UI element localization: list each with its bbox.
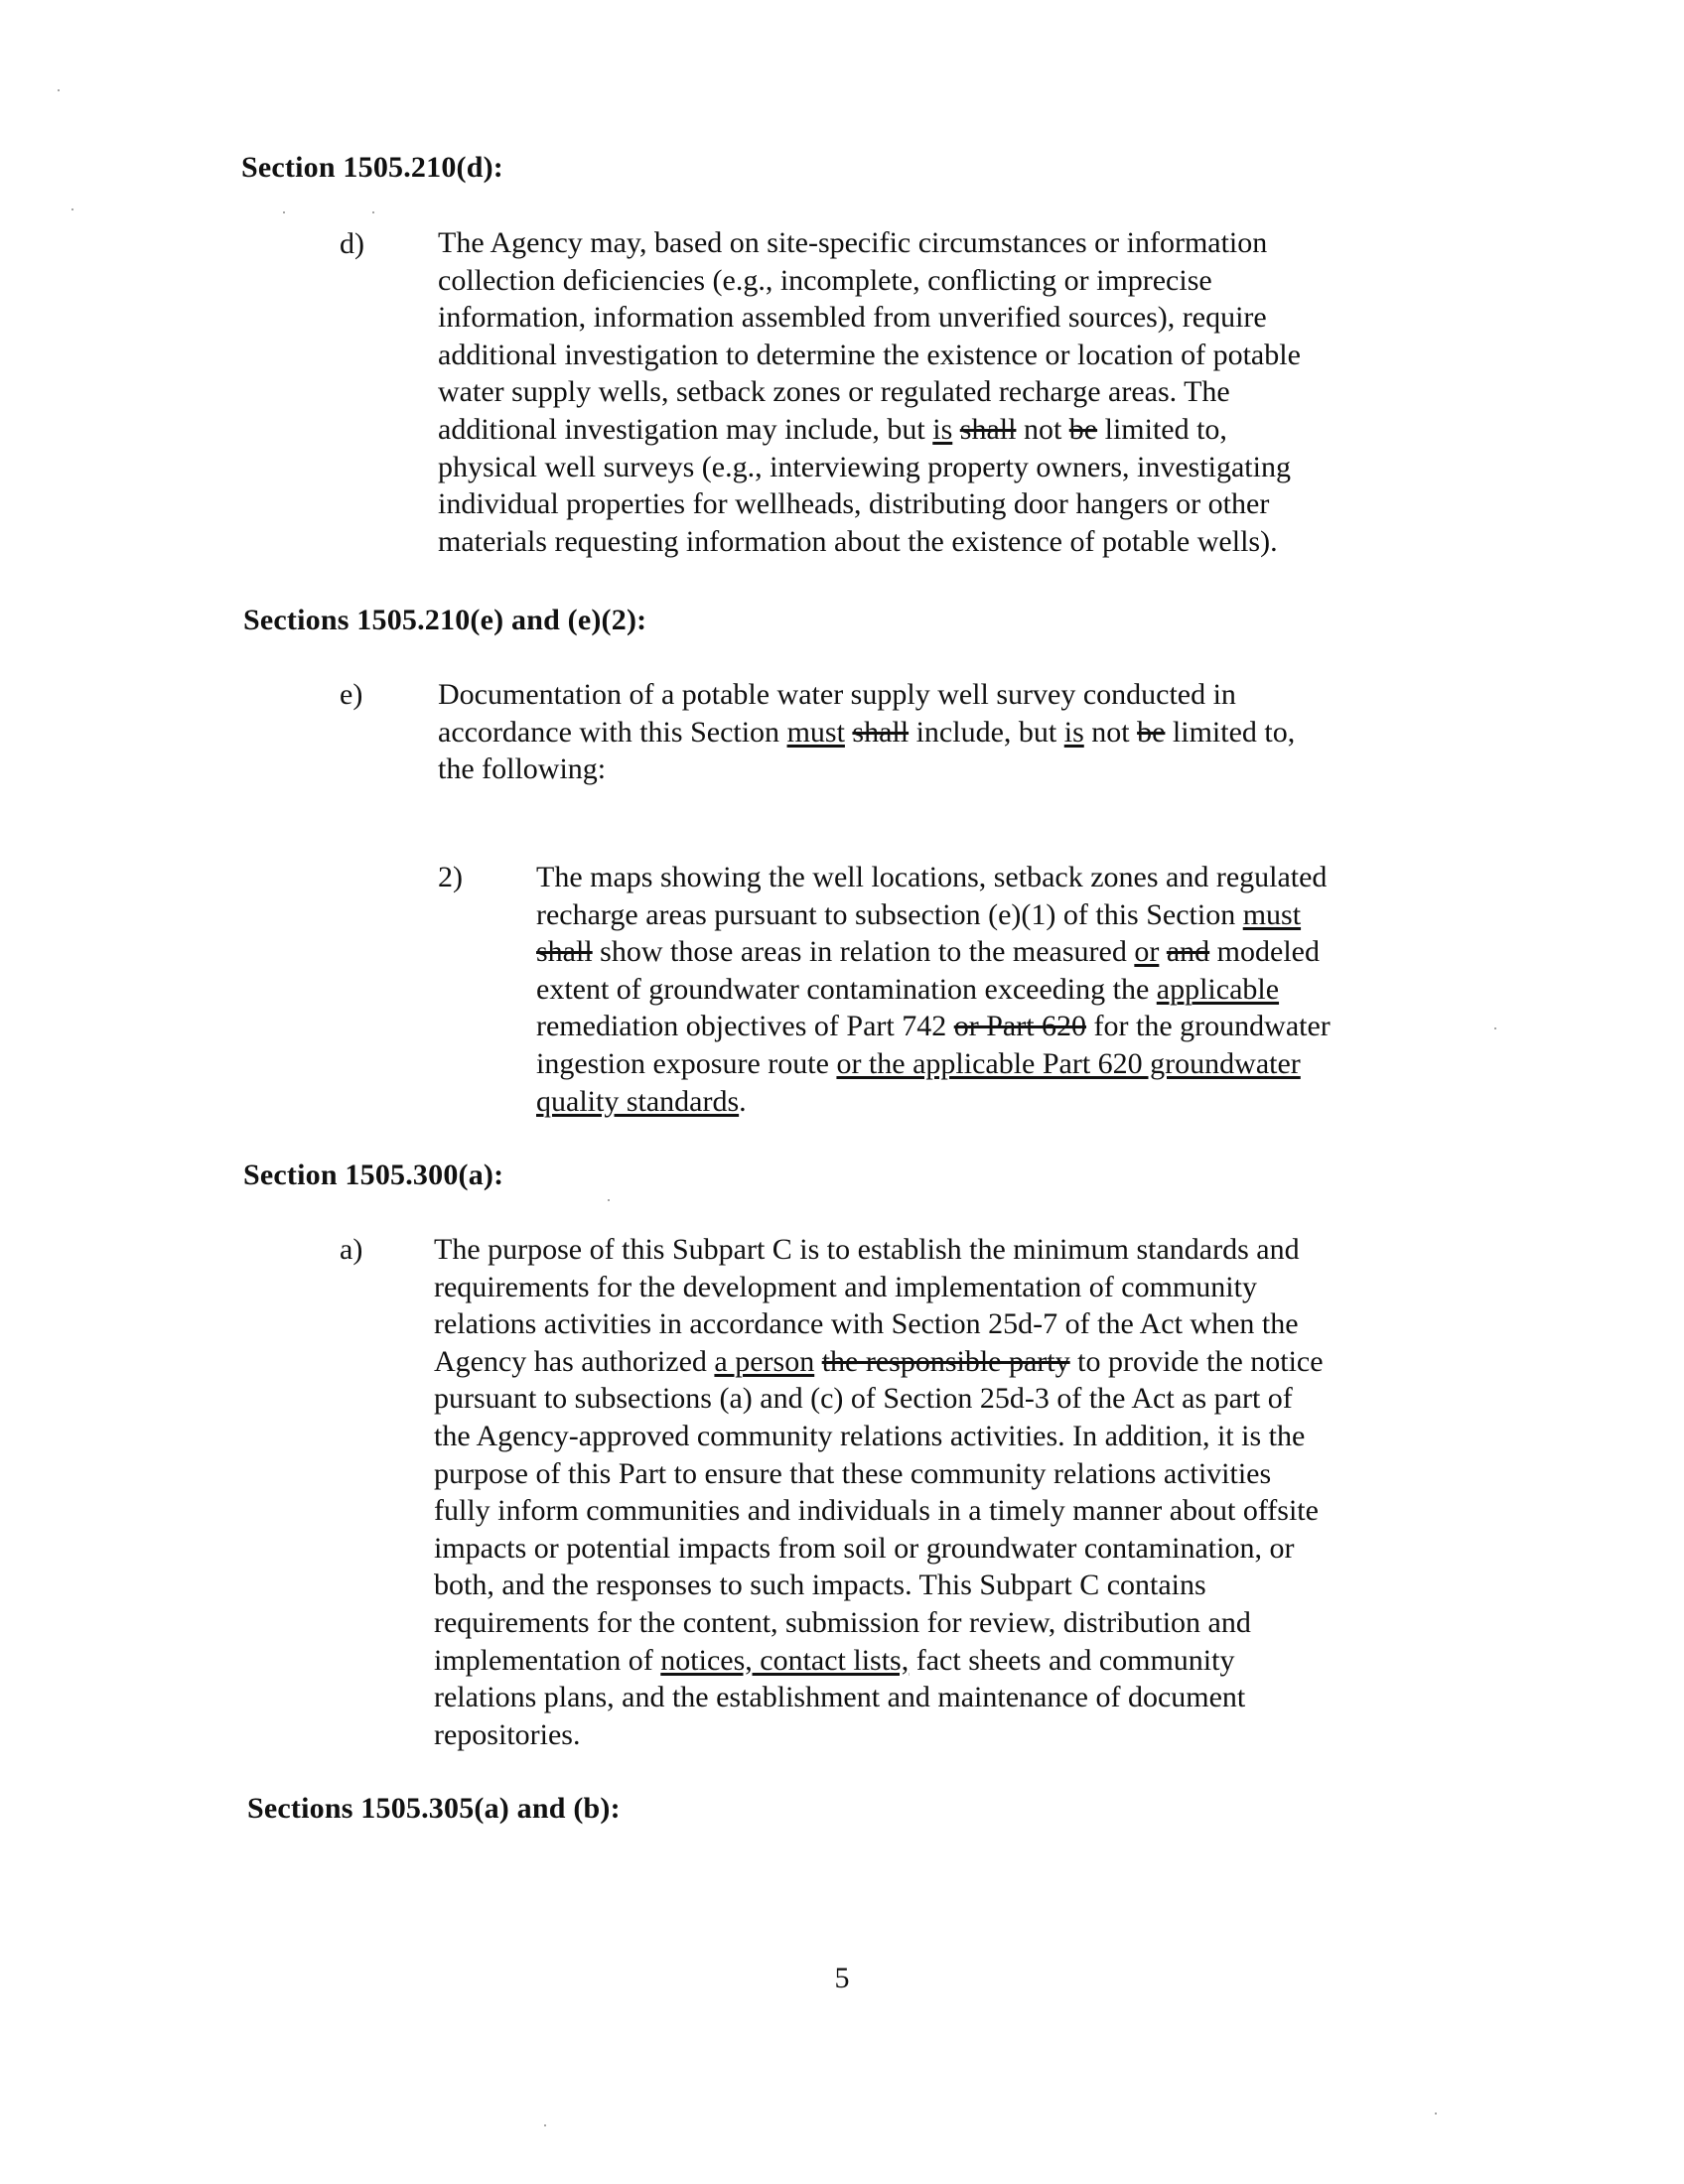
inserted-text: or [1134,935,1160,969]
deleted-text: be [1137,715,1166,749]
text-line: individual properties for wellheads, distributing door hangers or other [438,487,1270,521]
deleted-text: the responsible party [821,1344,1070,1378]
text-line: the Agency-approved community relations activities. In addition, it is the [434,1419,1306,1452]
deleted-text: be [1068,412,1098,446]
text-line: information, information assembled from unverified sources), require [438,301,1267,335]
text-line: The maps showing the well locations, setback zones and regulated [536,861,1328,893]
text-line: recharge areas pursuant to subsection (e)(1) of this Section must [536,897,1302,931]
text-line: shall show those areas in relation to the measured or and modeled [536,935,1320,969]
text-line: remediation objectives of Part 742 or Part 620 for the groundwater [536,1010,1331,1043]
page-number: 5 [834,1962,850,1994]
text-line: pursuant to subsections (a) and (c) of Section 25d-3 of the Act as part of [434,1382,1293,1416]
scan-speck [58,89,60,91]
text-line: additional investigation to determine the existence or location of potable [438,338,1301,371]
text-line: repositories. [434,1717,581,1751]
paragraph-d [438,224,1301,560]
section-heading: Section 1505.300(a): [243,1159,504,1191]
text-line: the following: [438,752,607,786]
paragraph-e [438,676,1295,788]
text-line: impacts or potential impacts from soil or groundwater contamination, or [434,1531,1295,1565]
text-line: requirements for the development and implementation of community [434,1270,1257,1303]
inserted-text: applicable [1156,972,1280,1006]
inserted-text: is [1063,715,1084,749]
text-line: extent of groundwater contamination exceeding the applicable [536,972,1280,1006]
text-line: ingestion exposure route or the applicable Part 620 groundwater [536,1046,1301,1080]
text-line: requirements for the content, submission for review, distribution and [434,1605,1251,1639]
inserted-text: must [786,715,845,749]
scan-speck [283,211,285,213]
text-line: Documentation of a potable water supply well survey conducted in [438,678,1236,711]
section-heading: Section 1505.210(d): [241,151,503,184]
paragraph-a [434,1231,1324,1753]
text-line: implementation of notices, contact lists, fact sheets and community [434,1643,1235,1677]
deleted-text: shall [536,935,593,969]
inserted-text: quality standards [536,1084,740,1118]
deleted-text: shall [959,412,1017,446]
deleted-text: and [1166,935,1210,969]
text-line: additional investigation may include, but is shall not be limited to, [438,412,1227,446]
inserted-text: must [1242,897,1302,931]
text-line: relations activities in accordance with Section 25d-7 of the Act when the [434,1307,1299,1341]
inserted-text: is [932,412,953,446]
text-line: purpose of this Part to ensure that these community relations activities [434,1456,1272,1490]
section-heading: Sections 1505.210(e) and (e)(2): [243,604,647,636]
text-line: The purpose of this Subpart C is to establish the minimum standards and [434,1233,1300,1266]
scan-speck [608,1199,610,1201]
scan-speck [372,211,374,213]
deleted-text: or Part 620 [953,1010,1087,1043]
text-line: physical well surveys (e.g., interviewing property owners, investigating [438,450,1291,483]
text-line: relations plans, and the establishment and maintenance of document [434,1681,1246,1714]
text-line: water supply wells, setback zones or regulated recharge areas. The [438,375,1230,409]
scan-speck [1494,1027,1496,1029]
text-line: quality standards. [536,1084,747,1118]
deleted-text: shall [852,715,910,749]
paragraph-e2 [536,859,1331,1120]
subsection-marker: a) [340,1233,363,1266]
text-line: The Agency may, based on site-specific circumstances or information [438,226,1268,259]
subsection-marker: e) [340,678,363,711]
section-heading: Sections 1505.305(a) and (b): [247,1792,621,1825]
text-line: collection deficiencies (e.g., incomplete, conflicting or imprecise [438,263,1212,297]
text-line: both, and the responses to such impacts. This Subpart C contains [434,1569,1206,1602]
inserted-text: notices, contact lists, [660,1643,910,1677]
subsection-marker: d) [340,227,364,260]
scan-speck [544,2124,546,2126]
inserted-text: a person [714,1344,815,1378]
subsection-marker: 2) [438,861,463,893]
inserted-text: or the applicable Part 620 groundwater [836,1046,1301,1080]
scan-speck [1435,2113,1437,2115]
text-line: materials requesting information about the existence of potable wells). [438,524,1278,558]
text-line: Agency has authorized a person the responsible party to provide the notice [434,1344,1324,1378]
scan-speck [71,208,73,210]
text-line: fully inform communities and individuals in a timely manner about offsite [434,1494,1319,1528]
text-line: accordance with this Section must shall include, but is not be limited to, [438,715,1296,749]
